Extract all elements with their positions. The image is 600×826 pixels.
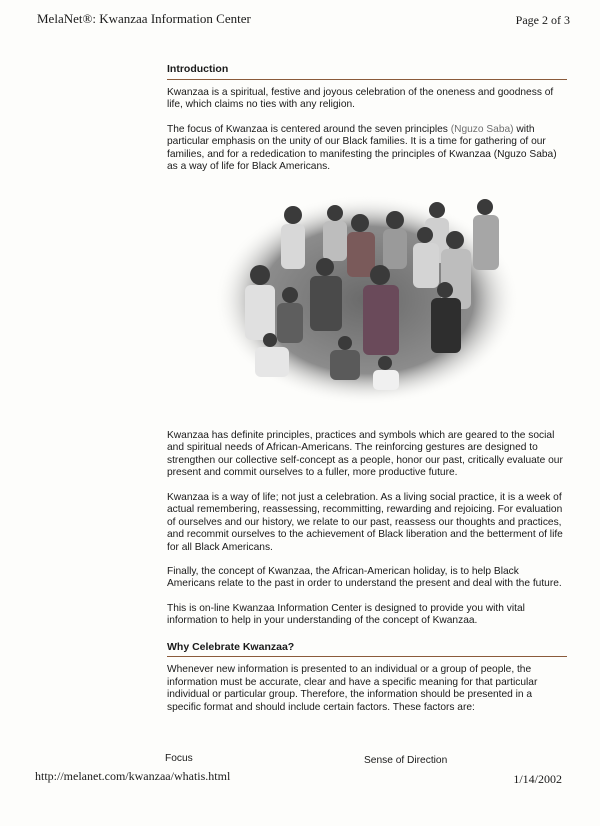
footer-date: 1/14/2002	[513, 772, 562, 786]
intro-paragraph-3: Kwanzaa has definite principles, practices and symbols which are geared to the social and spiritual needs of African-Americans. The reinforcing gestures are designed to strengthen our collective self-concept as a people, honor our past, critically evaluate our present and commit ourselves to a fuller, more productive future.	[167, 430, 563, 479]
factor-direction-label: Sense of Direction	[364, 755, 448, 766]
factor-focus-label: Focus	[165, 753, 193, 764]
family-group-photo	[215, 195, 520, 405]
intro-section	[167, 63, 567, 173]
why-paragraph-1: Whenever new information is presented to an individual or a group of people, the information must be accurate, clear and have a specific meaning for that particular individual or particular group. Therefore, the information should be presented in a specific format and should include certain factors. These factors are:	[167, 664, 538, 713]
intro-heading-rule	[167, 79, 567, 80]
intro-paragraph-2	[167, 124, 567, 174]
intro-paragraph-4: Kwanzaa is a way of life; not just a celebration. As a living social practice, it is a week of actual remembering, reassessing, recommitting, rewarding and rejoicing. For evaluation of ourselves and our history, we relate to our past, reassess our thoughts and practices, and recommit ourselves to the achievement of Black liberation and the betterment of life for all Black Americans.	[167, 491, 563, 553]
nguzo-saba-link[interactable]: (Nguzo Saba)	[450, 123, 514, 135]
p2-text-b: with particular emphasis on the unity of our Black families. It is a time for gathering of our families, and for a rededication to manifesting the principles of Kwanzaa (Nguzo Saba) as a way of life for Black Americans.	[167, 123, 557, 172]
footer-url: http://melanet.com/kwanzaa/whatis.html	[35, 769, 231, 783]
why-heading: Why Celebrate Kwanzaa?	[167, 640, 295, 653]
p2-text-a: The focus of Kwanzaa is centered around the seven principles	[167, 123, 451, 135]
intro-paragraph-6: This is on-line Kwanzaa Information Center is designed to provide you with vital information to help in your understanding of the concept of Kwanzaa.	[167, 602, 525, 627]
page-number: Page 2 of 3	[515, 13, 570, 27]
intro-paragraph-5: Finally, the concept of Kwanzaa, the African-American holiday, is to help Black Americans relate to the past in order to understand the present and deal with the future.	[167, 565, 562, 590]
page-header-title: MelaNet®: Kwanzaa Information Center	[37, 11, 251, 26]
intro-paragraph-1: Kwanzaa is a spiritual, festive and joyous celebration of the oneness and goodness of life, which claims no ties with any religion.	[167, 86, 554, 111]
main-text-section	[167, 430, 567, 714]
intro-heading: Introduction	[167, 63, 229, 75]
why-heading-rule	[167, 656, 567, 657]
